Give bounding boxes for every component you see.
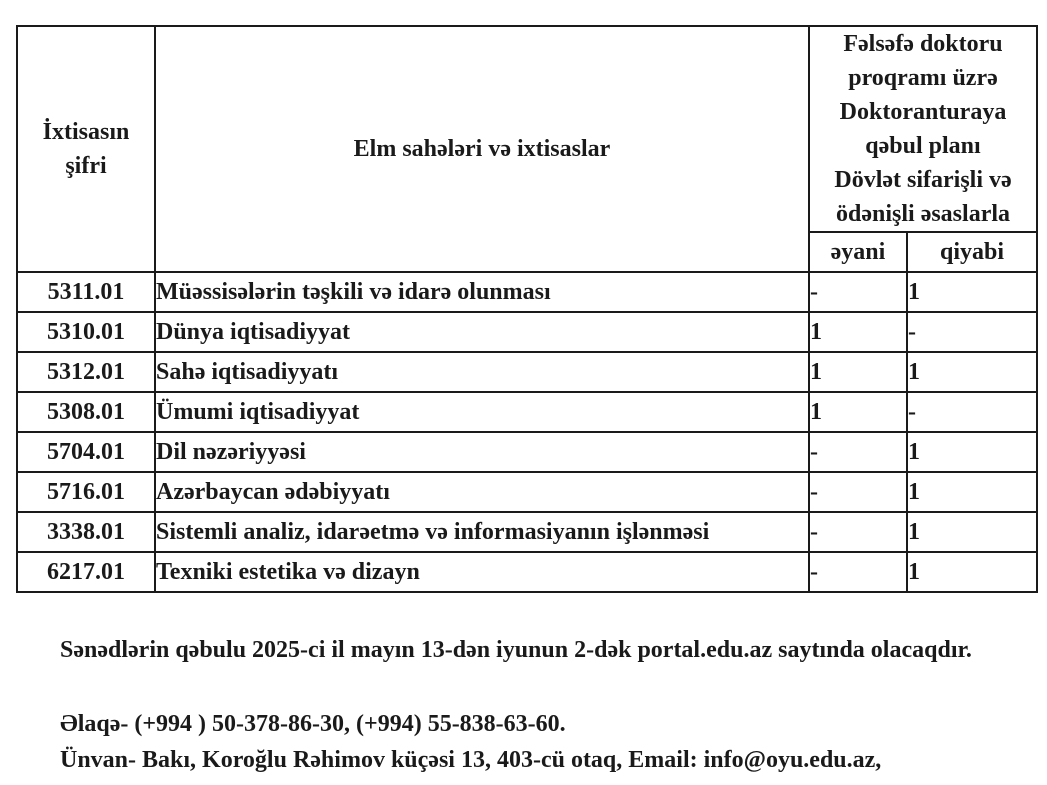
eyani-value: - (809, 432, 907, 472)
qiyabi-value: 1 (907, 432, 1037, 472)
specialty-code: 5311.01 (17, 272, 155, 312)
table-row (17, 392, 1037, 432)
specialty-name: Sahə iqtisadiyyatı (155, 352, 809, 392)
header-plan-line-2: proqramı üzrə (848, 65, 998, 91)
specialty-code: 5310.01 (17, 312, 155, 352)
admission-plan-table (16, 25, 1038, 593)
qiyabi-value: 1 (907, 272, 1037, 312)
contact-line: Əlaqə- (+994 ) 50-378-86-30, (+994) 55-838-63-60. (60, 711, 566, 737)
table-row (17, 432, 1037, 472)
specialty-name: Ümumi iqtisadiyyat (155, 392, 809, 432)
header-plan-line-6: ödənişli əsaslarla (836, 201, 1011, 227)
eyani-value: 1 (809, 392, 907, 432)
table-row (17, 272, 1037, 312)
header-qiyabi: qiyabi (907, 232, 1037, 272)
specialty-code: 5716.01 (17, 472, 155, 512)
specialty-name: Dünya iqtisadiyyat (155, 312, 809, 352)
admission-note: Sənədlərin qəbulu 2025-ci il mayın 13-dən iyunun 2-dək portal.edu.az saytında olacaqdır. (60, 637, 972, 663)
specialty-code: 3338.01 (17, 512, 155, 552)
header-code-line-1: İxtisasın (42, 119, 130, 145)
header-plan-line-5: Dövlət sifarişli və (834, 167, 1012, 193)
specialty-code: 5704.01 (17, 432, 155, 472)
table-row (17, 552, 1037, 592)
address-line: Ünvan- Bakı, Koroğlu Rəhimov küçəsi 13, 403-cü otaq, Email: info@oyu.edu.az, (60, 747, 882, 773)
specialty-name: Azərbaycan ədəbiyyatı (155, 472, 809, 512)
header-eyani: əyani (809, 232, 907, 272)
specialty-name: Sistemli analiz, idarəetmə və informasiyanın işlənməsi (155, 512, 809, 552)
table-row (17, 312, 1037, 352)
specialty-name: Dil nəzəriyyəsi (155, 432, 809, 472)
table-row (17, 472, 1037, 512)
table-row (17, 512, 1037, 552)
eyani-value: - (809, 512, 907, 552)
eyani-value: 1 (809, 312, 907, 352)
eyani-value: - (809, 472, 907, 512)
header-fields: Elm sahələri və ixtisaslar (155, 26, 809, 272)
eyani-value: - (809, 272, 907, 312)
header-plan (809, 26, 1037, 232)
qiyabi-value: 1 (907, 512, 1037, 552)
qiyabi-value: 1 (907, 472, 1037, 512)
header-plan-line-1: Fəlsəfə doktoru (843, 31, 1003, 57)
qiyabi-value: 1 (907, 352, 1037, 392)
eyani-value: 1 (809, 352, 907, 392)
header-plan-line-4: qəbul planı (865, 133, 981, 159)
qiyabi-value: - (907, 312, 1037, 352)
specialty-name: Texniki estetika və dizayn (155, 552, 809, 592)
specialty-code: 5308.01 (17, 392, 155, 432)
header-plan-line-3: Doktoranturaya (839, 99, 1007, 125)
qiyabi-value: - (907, 392, 1037, 432)
qiyabi-value: 1 (907, 552, 1037, 592)
eyani-value: - (809, 552, 907, 592)
specialty-code: 6217.01 (17, 552, 155, 592)
table-row (17, 352, 1037, 392)
header-code-line-2: şifri (65, 153, 107, 179)
specialty-name: Müəssisələrin təşkili və idarə olunması (155, 272, 809, 312)
header-specialty-code (17, 26, 155, 272)
specialty-code: 5312.01 (17, 352, 155, 392)
